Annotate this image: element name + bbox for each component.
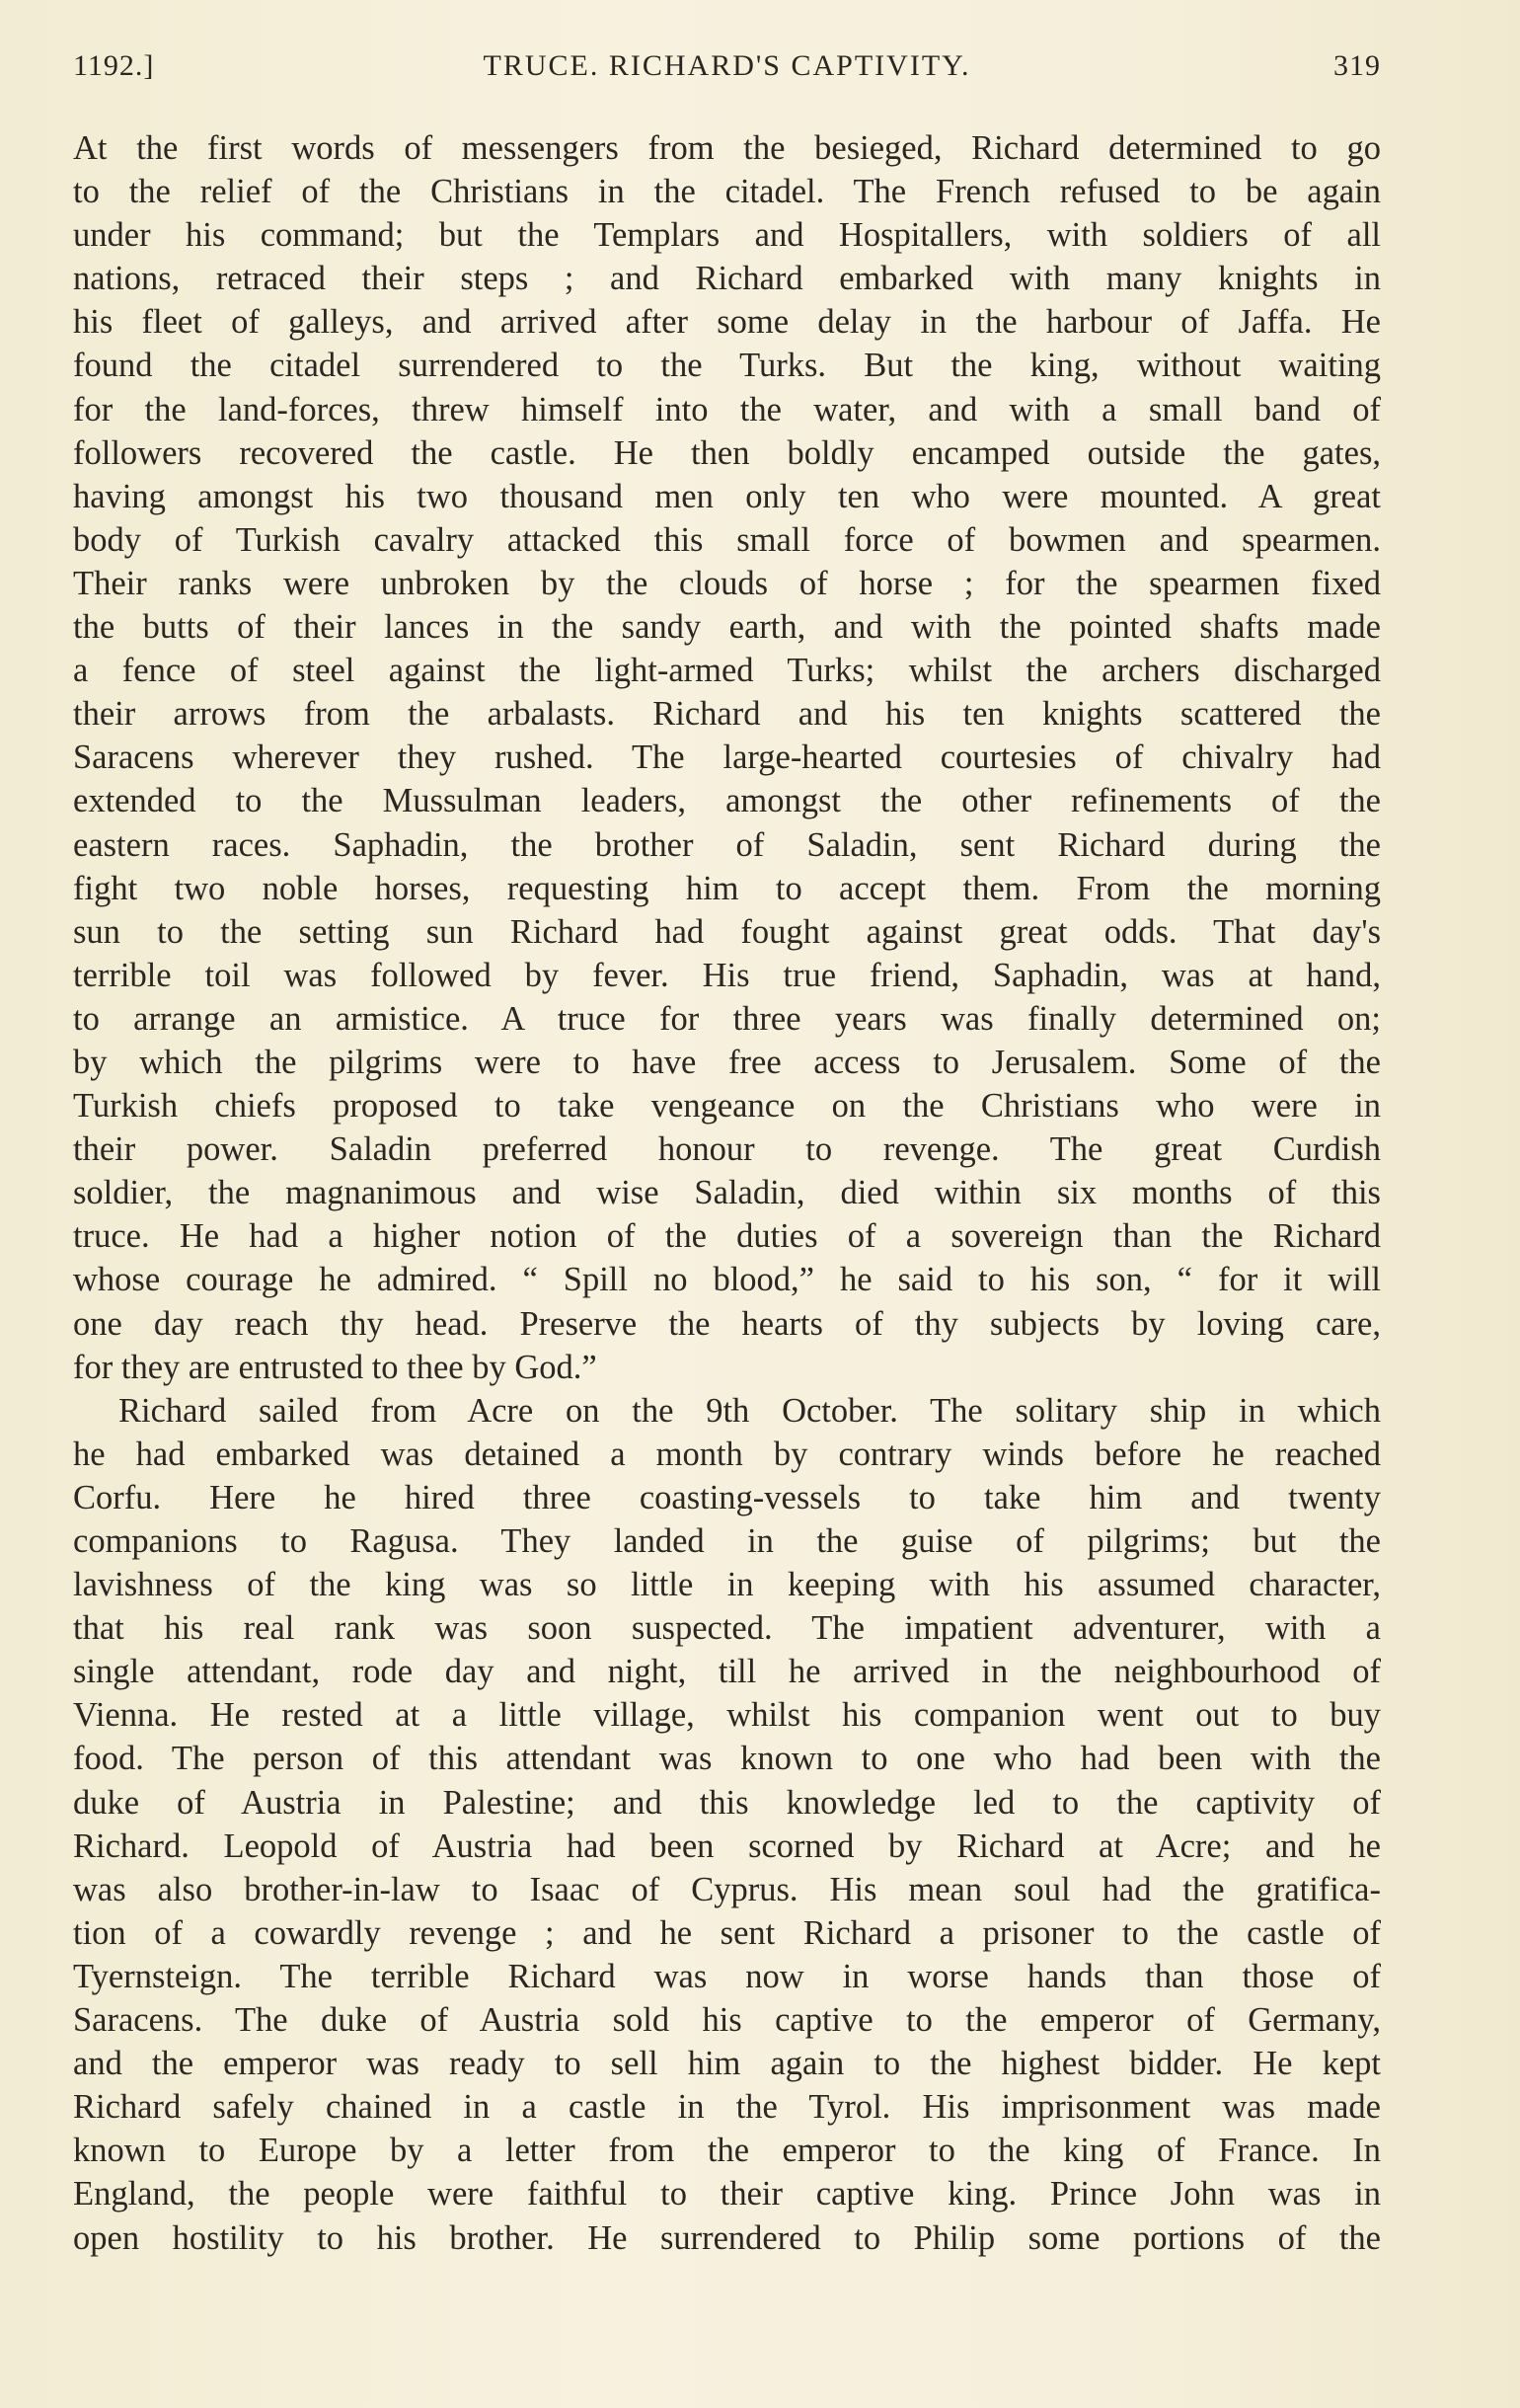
text-line: found the citadel surrendered to the Turks. But the king, without waiting (73, 347, 1381, 385)
text-line: followers recovered the castle. He then boldly encamped outside the gates, (73, 433, 1381, 472)
text-line: extended to the Mussulman leaders, amongst the other refinements of the (73, 782, 1381, 820)
text-line: Richard sailed from Acre on the 9th October. The solitary ship in which (118, 1391, 1381, 1430)
text-line: Corfu. Here he hired three coasting-vessels to take him and twenty (73, 1478, 1381, 1516)
text-line: Their ranks were unbroken by the clouds of horse ; for the spearmen fixed (73, 564, 1381, 602)
text-line: he had embarked was detained a month by contrary winds before he reached (73, 1435, 1381, 1473)
text-line: Vienna. He rested at a little village, whilst his companion went out to buy (73, 1696, 1381, 1735)
text-line: duke of Austria in Palestine; and this knowledge led to the captivity of (73, 1783, 1381, 1822)
header-title: TRUCE. RICHARD'S CAPTIVITY. (483, 49, 971, 82)
text-line: Richard. Leopold of Austria had been scorned by Richard at Acre; and he (73, 1826, 1381, 1865)
text-line: single attendant, rode day and night, till he arrived in the neighbourhood of (73, 1653, 1381, 1691)
text-line: Richard safely chained in a castle in the Tyrol. His imprisonment was made (73, 2088, 1381, 2127)
body-text (73, 126, 1381, 2260)
text-line: lavishness of the king was so little in keeping with his assumed character, (73, 1566, 1381, 1604)
text-line: their arrows from the arbalasts. Richard and his ten knights scattered the (73, 695, 1381, 734)
text-line: open hostility to his brother. He surrendered to Philip some portions of the (73, 2218, 1381, 2257)
text-line: having amongst his two thousand men only ten who were mounted. A great (73, 477, 1381, 515)
text-line: that his real rank was soon suspected. The impatient adventurer, with a (73, 1609, 1381, 1648)
text-line: to the relief of the Christians in the citadel. The French refused to be again (73, 173, 1381, 211)
text-line: his fleet of galleys, and arrived after some delay in the harbour of Jaffa. He (73, 303, 1381, 342)
text-line: whose courage he admired. “ Spill no blood,” he said to his son, “ for it will (73, 1261, 1381, 1299)
text-line: under his command; but the Templars and Hospitallers, with soldiers of all (73, 216, 1381, 255)
text-line: by which the pilgrims were to have free access to Jerusalem. Some of the (73, 1043, 1381, 1081)
text-line: known to Europe by a letter from the emperor to the king of France. In (73, 2132, 1381, 2170)
page-number: 319 (1333, 49, 1381, 82)
text-line: for the land-forces, threw himself into the water, and with a small band of (73, 390, 1381, 428)
text-line: and the emperor was ready to sell him again to the highest bidder. He kept (73, 2045, 1381, 2083)
text-line: Saracens wherever they rushed. The large-hearted courtesies of chivalry had (73, 738, 1381, 777)
text-line: Turkish chiefs proposed to take vengeance on the Christians who were in (73, 1087, 1381, 1126)
text-line: their power. Saladin preferred honour to revenge. The great Curdish (73, 1130, 1381, 1169)
text-line: tion of a cowardly revenge ; and he sent Richard a prisoner to the castle of (73, 1913, 1381, 1952)
running-header (73, 49, 1381, 99)
text-line: soldier, the magnanimous and wise Saladin, died within six months of this (73, 1174, 1381, 1212)
text-line: companions to Ragusa. They landed in the guise of pilgrims; but the (73, 1522, 1381, 1560)
text-line: the butts of their lances in the sandy earth, and with the pointed shafts made (73, 608, 1381, 647)
text-line: body of Turkish cavalry attacked this small force of bowmen and spearmen. (73, 520, 1381, 559)
text-line: At the first words of messengers from the besieged, Richard determined to go (73, 129, 1381, 167)
text-line: to arrange an armistice. A truce for three years was finally determined on; (73, 999, 1381, 1038)
text-line: terrible toil was followed by fever. His true friend, Saphadin, was at hand, (73, 956, 1381, 994)
text-line: food. The person of this attendant was known to one who had been with the (73, 1740, 1381, 1778)
text-line: Tyernsteign. The terrible Richard was now in worse hands than those of (73, 1957, 1381, 1995)
header-year: 1192.] (73, 49, 155, 82)
text-line: nations, retraced their steps ; and Richard embarked with many knights in (73, 260, 1381, 298)
text-line: fight two noble horses, requesting him to accept them. From the morning (73, 869, 1381, 907)
text-line: eastern races. Saphadin, the brother of Saladin, sent Richard during the (73, 825, 1381, 864)
text-line: was also brother-in-law to Isaac of Cyprus. His mean soul had the gratifica- (73, 1870, 1381, 1908)
text-line: England, the people were faithful to their captive king. Prince John was in (73, 2175, 1381, 2214)
text-line: for they are entrusted to thee by God.” (73, 1348, 597, 1386)
text-line: a fence of steel against the light-armed Turks; whilst the archers discharged (73, 652, 1381, 690)
text-line: sun to the setting sun Richard had fought against great odds. That day's (73, 912, 1381, 951)
text-line: Saracens. The duke of Austria sold his captive to the emperor of Germany, (73, 2001, 1381, 2040)
text-line: truce. He had a higher notion of the duties of a sovereign than the Richard (73, 1217, 1381, 1256)
text-line: one day reach thy head. Preserve the hearts of thy subjects by loving care, (73, 1304, 1381, 1343)
